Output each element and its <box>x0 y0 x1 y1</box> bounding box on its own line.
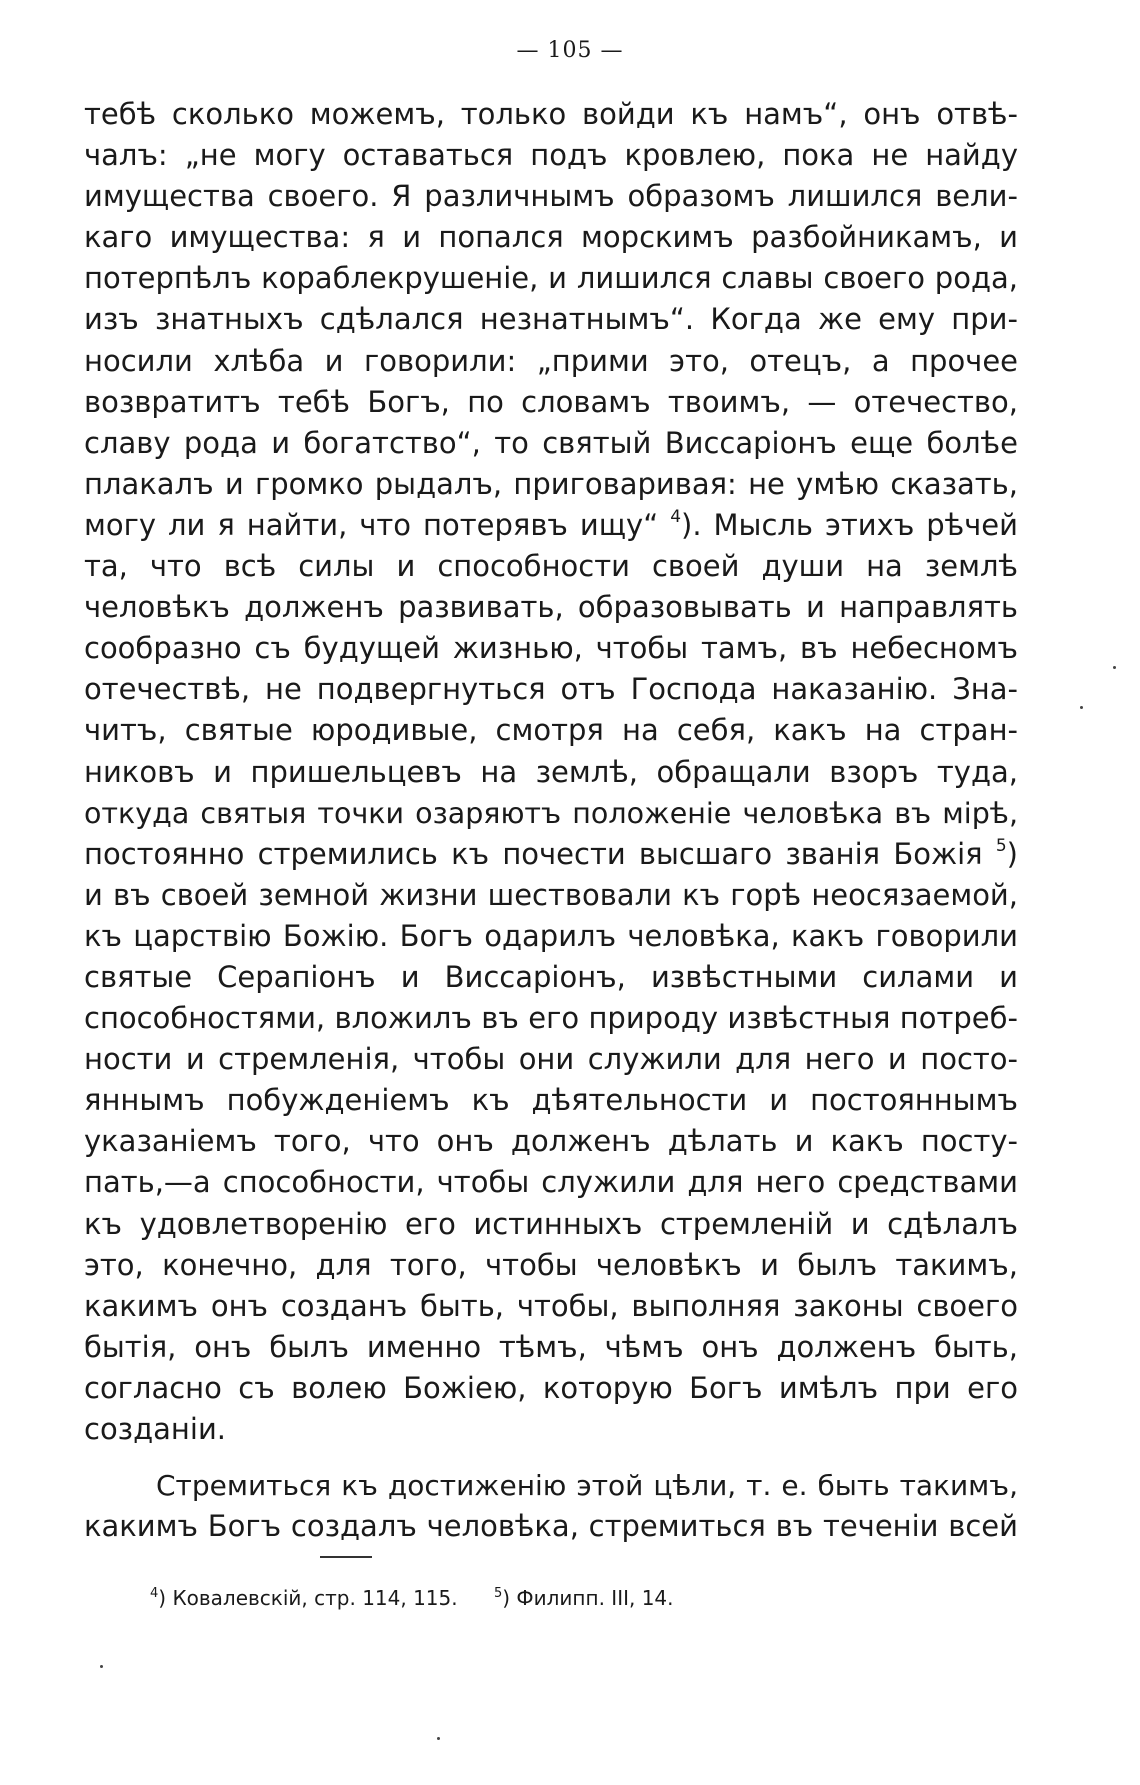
text-line: та, что всѣ силы и способности своей души на землѣ <box>84 549 1018 584</box>
text-line: потерпѣлъ кораблекрушеніе, и лишился славы своего рода, <box>84 261 1018 296</box>
text-line: бытія, онъ былъ именно тѣмъ, чѣмъ онъ долженъ быть, <box>84 1329 1018 1364</box>
text-line: славу рода и богатство“, то святый Виссаріонъ еще болѣе <box>84 425 1018 460</box>
text-line: возвратитъ тебѣ Богъ, по словамъ твоимъ, — отечество, <box>84 384 1018 419</box>
text-line: сообразно съ будущей жизнью, чтобы тамъ, въ небесномъ <box>84 631 1018 666</box>
text-line: носили хлѣба и говорили: „прими это, отецъ, а прочее <box>84 343 1018 378</box>
footnote-text: ) Филипп. III, 14. <box>502 1586 674 1610</box>
body-text <box>84 94 1018 1547</box>
text-segment: могу ли я найти, что потерявъ ищу“ <box>84 507 671 542</box>
footnote-mark: 5 <box>493 1586 503 1601</box>
text-segment: постоянно стремились къ почести высшаго званія Божія <box>84 836 996 871</box>
text-line: изъ знатныхъ сдѣлался незнатнымъ“. Когда же ему при- <box>84 302 1018 337</box>
text-line: пать,—а способности, чтобы служили для него средствами <box>84 1165 1018 1200</box>
text-line: это, конечно, для того, чтобы человѣкъ и былъ такимъ, <box>84 1247 1018 1282</box>
text-line: къ царствію Божію. Богъ одарилъ человѣка, какъ говорили <box>84 918 1018 953</box>
text-line: къ удовлетворенію его истинныхъ стремленій и сдѣлалъ <box>84 1206 1018 1241</box>
text-line: какимъ онъ созданъ быть, чтобы, выполняя законы своего <box>84 1288 1018 1323</box>
footnote-ref-5: 5 <box>995 835 1007 856</box>
text-line: созданіи. <box>84 1412 227 1446</box>
text-line: отечествѣ, не подвергнуться отъ Господа наказанію. Зна- <box>84 672 1018 707</box>
text-line: согласно съ волею Божіею, которую Богъ имѣлъ при его <box>84 1370 1018 1405</box>
text-segment: ) <box>1006 836 1018 871</box>
scan-speck <box>1113 666 1116 669</box>
footnote-ref-4: 4 <box>670 506 682 527</box>
text-line: яннымъ побужденіемъ къ дѣятельности и постояннымъ <box>84 1083 1018 1118</box>
text-line <box>84 834 1018 875</box>
text-line: святые Серапіонъ и Виссаріонъ, извѣстными силами и <box>84 959 1018 994</box>
text-line: плакалъ и громко рыдалъ, приговаривая: не умѣю сказать, <box>84 466 1018 501</box>
page-number: — 105 — <box>516 38 624 63</box>
text-line: указаніемъ того, что онъ долженъ дѣлать и какъ посту- <box>84 1124 1018 1159</box>
footnote-text: ) Ковалевскій, стр. 114, 115. <box>158 1586 458 1610</box>
scan-speck <box>100 1665 103 1668</box>
text-line: какимъ Богъ создалъ человѣка, стремиться въ теченіи всей <box>84 1509 1018 1544</box>
text-line: каго имущества: я и попался морскимъ разбойникамъ, и <box>84 220 1018 255</box>
footnote-divider <box>320 1556 372 1558</box>
text-line: читъ, святые юродивые, смотря на себя, какъ на стран- <box>84 713 1018 748</box>
text-line <box>84 505 1018 546</box>
scan-speck <box>437 1737 440 1740</box>
text-line: никовъ и пришельцевъ на землѣ, обращали взоръ туда, <box>84 754 1018 789</box>
text-segment: ). Мысль этихъ рѣчей <box>681 507 1018 542</box>
footnote-4 <box>150 1586 458 1610</box>
text-line: способностями, вложилъ въ его природу извѣстныя потреб- <box>84 1001 1018 1036</box>
paragraph-start-line: Стремиться къ достиженію этой цѣли, т. е. быть такимъ, <box>156 1469 1018 1503</box>
footnote-5 <box>494 1586 674 1610</box>
scan-speck <box>1080 706 1083 709</box>
text-line: тебѣ сколько можемъ, только войди къ намъ“, онъ отвѣ- <box>84 97 1018 131</box>
text-line: чалъ: „не могу оставаться подъ кровлею, пока не найду <box>84 138 1018 173</box>
text-line: имущества своего. Я различнымъ образомъ лишился вели- <box>84 179 1018 214</box>
text-line: откуда святыя точки озаряютъ положеніе человѣка въ мірѣ, <box>84 796 1018 830</box>
footnote-mark: 4 <box>150 1586 159 1601</box>
text-line: ности и стремленія, чтобы они служили для него и посто- <box>84 1042 1018 1077</box>
text-line: и въ своей земной жизни шествовали къ горѣ неосязаемой, <box>84 877 1018 912</box>
footnotes <box>150 1586 704 1610</box>
text-line: человѣкъ долженъ развивать, образовывать и направлять <box>84 590 1018 625</box>
